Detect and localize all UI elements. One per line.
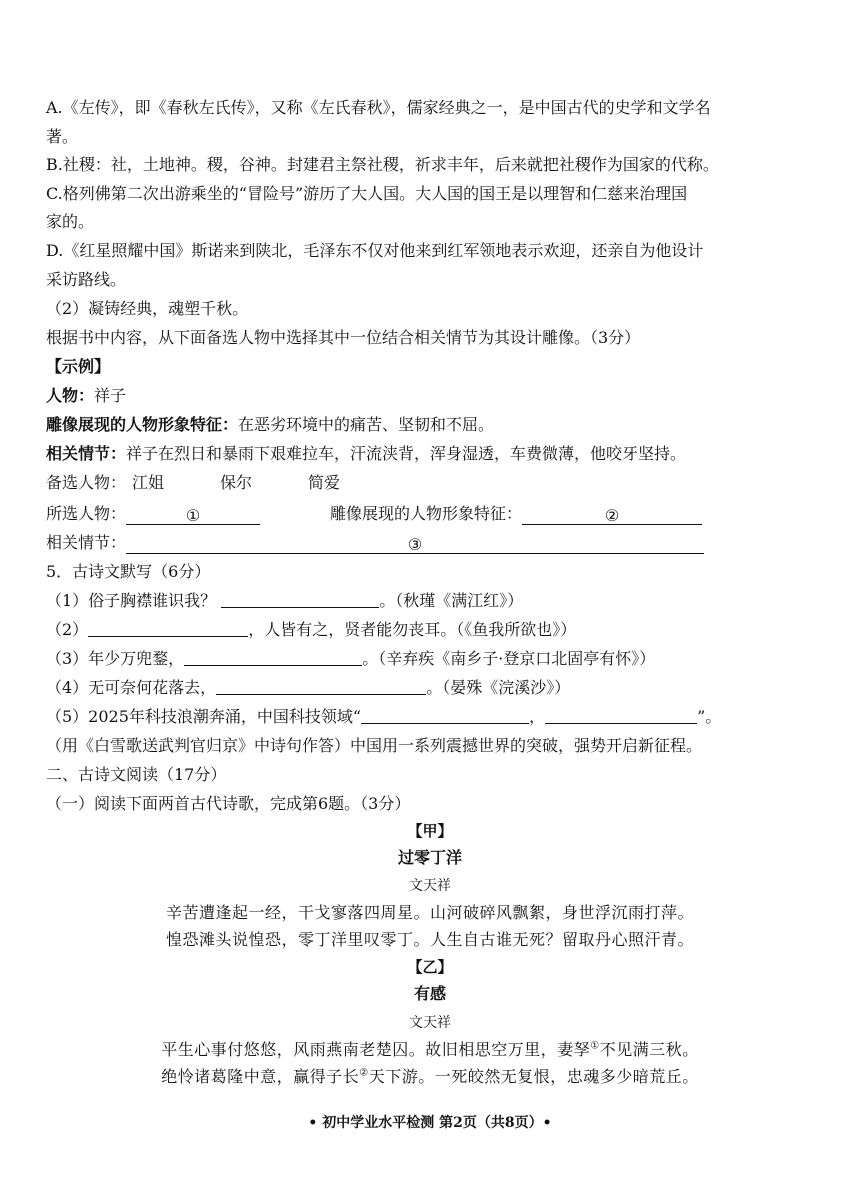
dictation-4-prompt: （4）无可奈何花落去， — [46, 678, 217, 697]
option-b: B.社稷：社，土地神。稷，谷神。封建君主祭社稷，祈求丰年，后来就把社稷作为国家的代称。 — [46, 155, 719, 174]
footnote-marker-2: ② — [359, 1067, 369, 1079]
option-a-line2: 著。 — [46, 127, 79, 146]
dictation-1-source: 。（秋瑾《满江红》） — [379, 591, 524, 610]
example-feature-label: 雕像展现的人物形象特征： — [46, 415, 239, 434]
plot-row — [46, 532, 820, 554]
example-tag: 【示例】 — [46, 357, 111, 376]
poem2-line1-part1: 平生心事付悠悠，风雨燕南老楚囚。故旧相思空万里，妻孥 — [161, 1040, 591, 1059]
poem2-line2-part1: 绝怜诸葛隆中意，赢得子长 — [161, 1067, 360, 1086]
answer-blank-2[interactable]: ② — [522, 508, 702, 525]
option-a-line1: A.《左传》，即《春秋左氏传》，又称《左氏春秋》，儒家经典之一，是中国古代的史学和文学名 — [46, 98, 711, 117]
poem2-tag: 【乙】 — [407, 958, 453, 976]
candidate-jiangjie: 江姐 — [132, 473, 165, 492]
section-2-title: 二、古诗文阅读（17分） — [46, 765, 227, 784]
question-5-title: 5．古诗文默写（6分） — [46, 562, 211, 581]
example-plot-label: 相关情节： — [46, 444, 127, 463]
dictation-blank-2[interactable] — [88, 620, 248, 637]
dictation-item-2 — [46, 619, 820, 641]
dictation-item-4 — [46, 677, 820, 699]
poem1-author: 文天祥 — [409, 878, 451, 894]
dictation-5-close: ”。 — [697, 707, 722, 726]
feature-label: 雕像展现的人物形象特征： — [330, 504, 523, 523]
dictation-3-prompt: （3）年少万兜鍪， — [46, 649, 185, 668]
example-person: 祥子 — [94, 386, 127, 405]
poem2-title: 有感 — [413, 984, 446, 1003]
footnote-marker-1: ① — [590, 1040, 600, 1052]
section-2-sub1: （一）阅读下面两首古代诗歌，完成第6题。（3分） — [46, 794, 411, 813]
poem2-line1-part2: 不见满三秋。 — [599, 1040, 699, 1059]
candidate-baoer: 保尔 — [220, 473, 253, 492]
example-feature-row — [46, 414, 820, 436]
dictation-2-prompt: （2） — [46, 620, 89, 639]
poem2-author: 文天祥 — [409, 1015, 451, 1031]
example-person-label: 人物： — [46, 386, 95, 405]
candidates-row — [46, 472, 820, 494]
example-plot: 祥子在烈日和暴雨下艰难拉车，汗流浃背，浑身湿透，车费微薄，他咬牙坚持。 — [126, 444, 687, 463]
poem2-line1 — [0, 1039, 860, 1061]
poem1-tag: 【甲】 — [407, 822, 453, 840]
poem1-line1: 辛苦遭逢起一经，干戈寥落四周星。山河破碎风飘絮，身世浮沉雨打萍。 — [165, 903, 694, 922]
candidates-label: 备选人物： — [46, 473, 127, 492]
dictation-blank-4[interactable] — [216, 678, 426, 695]
example-feature: 在恶劣环境中的痛苦、坚韧和不屈。 — [238, 415, 495, 434]
dictation-3-source: 。（辛弃疾《南乡子·登京口北固亭有怀》） — [362, 649, 656, 668]
chosen-person-label: 所选人物： — [46, 504, 127, 523]
subquestion-2-instruction: 根据书中内容，从下面备选人物中选择其中一位结合相关情节为其设计雕像。（3分） — [46, 328, 641, 347]
option-c-line1: C.格列佛第二次出游乘坐的“冒险号”游历了大人国。大人国的国王是以理智和仁慈来治理国 — [46, 184, 688, 203]
dictation-item-1 — [46, 590, 820, 612]
dictation-item-5 — [46, 706, 820, 728]
dictation-blank-5a[interactable] — [361, 707, 529, 724]
dictation-blank-3[interactable] — [184, 649, 362, 666]
page-footer: • 初中学业水平检测 第2页（共8页）• — [308, 1115, 552, 1131]
answer-blank-1[interactable]: ① — [126, 508, 260, 525]
dictation-1-prompt: （1）俗子胸襟谁识我？ — [46, 591, 217, 610]
candidate-jianai: 简爱 — [308, 473, 341, 492]
subquestion-2-title: （2）凝铸经典，魂塑千秋。 — [46, 299, 249, 318]
option-d-line2: 采访路线。 — [46, 270, 127, 289]
dictation-item-3 — [46, 648, 820, 670]
answer-blank-3[interactable]: ③ — [126, 537, 704, 554]
option-c-line2: 家的。 — [46, 212, 95, 231]
dictation-5-context: （用《白雪歌送武判官归京》中诗句作答）中国用一系列震撼世界的突破，强势开启新征程。 — [46, 736, 703, 755]
poem1-title: 过零丁洋 — [397, 848, 462, 867]
example-plot-row — [46, 443, 820, 465]
plot-label: 相关情节： — [46, 533, 127, 552]
example-person-row — [46, 385, 820, 407]
poem1-line2: 惶恐滩头说惶恐，零丁洋里叹零丁。人生自古谁无死？留取丹心照汗青。 — [165, 930, 694, 949]
chosen-person-row — [46, 503, 820, 525]
dictation-4-source: 。（晏殊《浣溪沙》） — [426, 678, 571, 697]
poem2-line2 — [0, 1066, 860, 1088]
dictation-5-comma: ， — [529, 707, 546, 726]
dictation-blank-1[interactable] — [221, 591, 379, 608]
option-d-line1: D.《红星照耀中国》斯诺来到陕北，毛泽东不仅对他来到红军领地表示欢迎，还亲自为他设计 — [46, 241, 704, 260]
dictation-blank-5b[interactable] — [545, 707, 697, 724]
poem2-line2-part2: 天下游。一死皎然无复恨，忠魂多少暗荒丘。 — [368, 1067, 699, 1086]
dictation-2-source: ，人皆有之，贤者能勿丧耳。（《鱼我所欲也》） — [248, 620, 577, 639]
dictation-5-prompt: （5）2025年科技浪潮奔涌，中国科技领域“ — [46, 707, 362, 726]
